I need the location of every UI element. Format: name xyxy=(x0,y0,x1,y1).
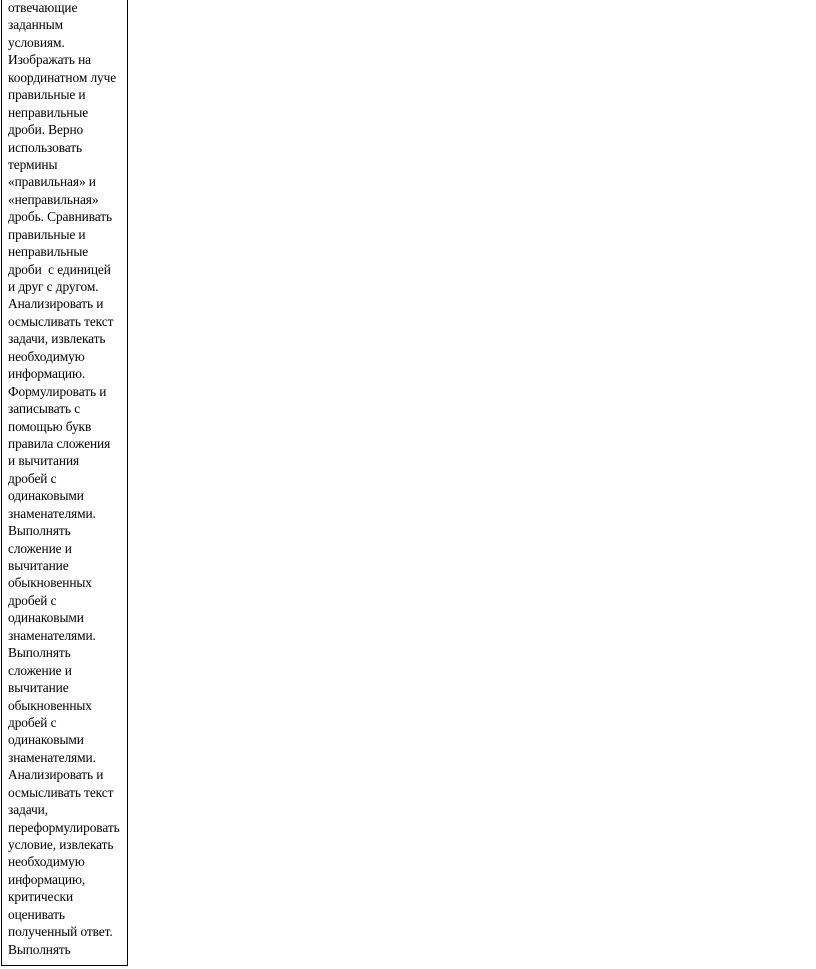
text-line: знаменателями. xyxy=(8,627,96,643)
text-line: условие, извлекать xyxy=(8,837,114,852)
text-line: правильные и xyxy=(8,226,86,242)
text-line: Выполнять xyxy=(8,941,71,957)
text-line: Выполнять xyxy=(8,523,71,539)
text-line: и вычитания xyxy=(8,453,80,469)
text-line: информацию, xyxy=(8,871,86,887)
text-line: дроби. Верно xyxy=(8,122,84,138)
text-line: необходимую xyxy=(8,348,85,364)
text-line: дробь. Сравнивать xyxy=(8,209,113,225)
text-line: осмысливать текст xyxy=(8,784,114,800)
text-line: обыкновенных xyxy=(8,697,92,713)
text-line: дробей с xyxy=(8,470,57,486)
text-line: одинаковыми xyxy=(8,610,84,626)
text-line: помощью букв xyxy=(8,418,92,434)
text-line: Анализировать и xyxy=(8,296,104,312)
text-line: записывать с xyxy=(8,401,81,417)
text-line: правила сложения xyxy=(8,435,111,451)
text-line: сложение и xyxy=(8,662,72,678)
text-line: Изображать на xyxy=(8,52,91,68)
text-line: неправильные xyxy=(8,104,89,120)
text-line: использовать xyxy=(8,139,82,155)
text-line: одинаковыми xyxy=(8,488,84,504)
text-line: обыкновенных xyxy=(8,575,92,591)
text-line: неправильные xyxy=(8,244,89,260)
text-line: «правильная» и xyxy=(8,174,96,190)
text-line: термины xyxy=(8,156,58,172)
text-line: вычитание xyxy=(8,680,69,696)
text-line: и друг с другом. xyxy=(8,279,99,294)
text-line: «неправильная» xyxy=(8,191,99,207)
text-line: отвечающие xyxy=(8,0,78,15)
text-line: Формулировать и xyxy=(8,383,107,399)
text-line: знаменателями. xyxy=(8,505,96,521)
text-line: оценивать xyxy=(8,906,65,922)
text-line: условиям. xyxy=(8,34,65,50)
text-line: Анализировать и xyxy=(8,767,104,783)
text-line: дробей с xyxy=(8,592,57,608)
text-line: правильные и xyxy=(8,87,86,103)
text-line: задачи, извлекать xyxy=(8,331,106,347)
text-line: сложение и xyxy=(8,540,72,556)
text-line: заданным xyxy=(8,17,63,33)
text-line: одинаковыми xyxy=(8,732,84,748)
text-line: знаменателями. xyxy=(8,749,96,765)
text-line: Выполнять xyxy=(8,645,71,661)
text-line: координатном луче xyxy=(8,69,117,85)
text-line: вычитание xyxy=(8,558,69,573)
text-line: задачи, xyxy=(8,802,49,818)
text-line: полученный ответ. xyxy=(8,924,113,940)
text-line: информацию. xyxy=(8,366,86,382)
cell-text xyxy=(8,0,120,958)
text-line: осмысливать текст xyxy=(8,313,114,329)
text-line: необходимую xyxy=(8,854,85,870)
table-cell xyxy=(1,0,128,966)
text-line: дроби с единицей xyxy=(8,261,111,277)
text-line: дробей с xyxy=(8,714,57,730)
text-line: критически xyxy=(8,889,74,905)
text-line: переформулировать xyxy=(8,819,120,835)
